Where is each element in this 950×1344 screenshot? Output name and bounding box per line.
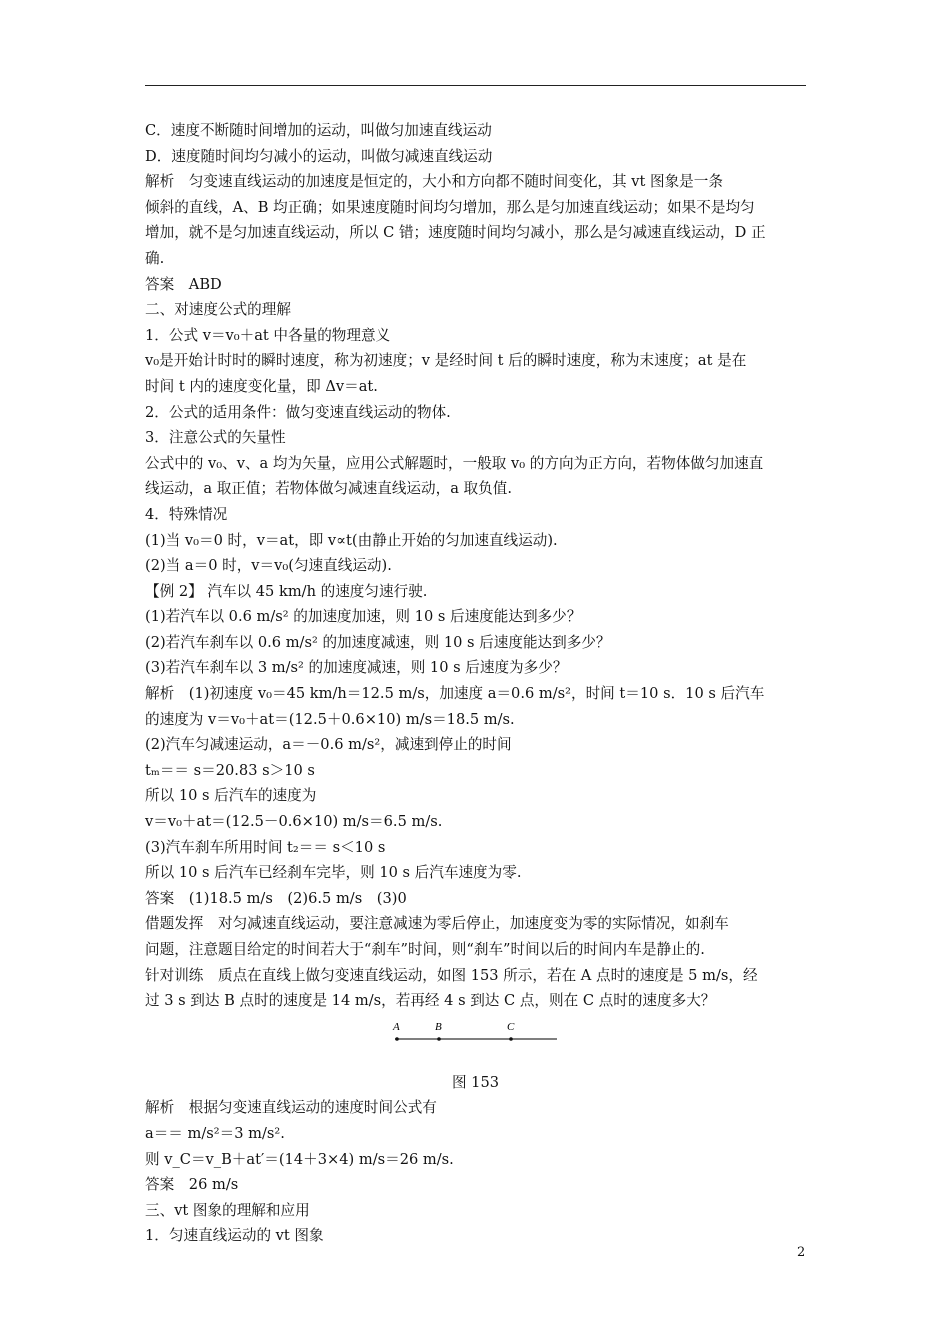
page-body bbox=[145, 118, 806, 1249]
analysis-line: v＝v₀＋at＝(12.5－0.6×10) m/s＝6.5 m/s. bbox=[145, 813, 443, 831]
analysis-line: (2)汽车匀减速运动，a＝－0.6 m/s²，减速到停止的时间 bbox=[145, 736, 512, 754]
section-heading: 三、vt 图象的理解和应用 bbox=[145, 1201, 310, 1219]
tip-line: 问题，注意题目给定的时间若大于“刹车”时间，则“刹车”时间以后的时间内车是静止的. bbox=[145, 941, 705, 958]
text-line: 2．公式的适用条件：做匀变速直线运动的物体. bbox=[145, 403, 451, 421]
example-heading: 【例 2】 汽车以 45 km/h 的速度匀速行驶. bbox=[145, 582, 428, 600]
exercise-line: 过 3 s 到达 B 点时的速度是 14 m/s，若再经 4 s 到达 C 点，则在 C 点时的速度多大？ bbox=[145, 992, 716, 1010]
text-line: v₀是开始计时时的瞬时速度，称为初速度；v 是经时间 t 后的瞬时速度，称为末速度；at 是在 bbox=[145, 352, 747, 370]
question-line: (1)若汽车以 0.6 m/s² 的加速度加速，则 10 s 后速度能达到多少？ bbox=[145, 608, 582, 626]
section-heading: 二、对速度公式的理解 bbox=[145, 301, 291, 319]
label-a: A bbox=[393, 1020, 400, 1033]
analysis-line: 所以 10 s 后汽车的速度为 bbox=[145, 787, 317, 805]
analysis-line: 确. bbox=[145, 249, 165, 267]
analysis-line: 倾斜的直线，A、B 均正确；如果速度随时间均匀增加，那么是匀加速直线运动；如果不是均匀 bbox=[145, 198, 755, 216]
answer-line: 答案 26 m/s bbox=[145, 1176, 239, 1194]
question-line: (3)若汽车刹车以 3 m/s² 的加速度减速，则 10 s 后速度为多少？ bbox=[145, 659, 568, 677]
answer-line: 答案 ABD bbox=[145, 275, 222, 293]
page-number: 2 bbox=[797, 1245, 806, 1260]
text-line: 线运动，a 取正值；若物体做匀减速直线运动，a 取负值. bbox=[145, 480, 512, 498]
text-line: 1．匀速直线运动的 vt 图象 bbox=[145, 1227, 324, 1245]
analysis-line: a＝＝ m/s²＝3 m/s². bbox=[145, 1124, 285, 1142]
label-b: B bbox=[435, 1020, 442, 1033]
point-a bbox=[395, 1037, 399, 1041]
analysis-line: 则 v_C＝v_B＋at′＝(14＋3×4) m/s＝26 m/s. bbox=[145, 1150, 454, 1168]
text-line: 1．公式 v＝v₀＋at 中各量的物理意义 bbox=[145, 326, 391, 344]
text-line: (2)当 a＝0 时，v＝v₀(匀速直线运动). bbox=[145, 557, 392, 575]
header-rule bbox=[145, 85, 806, 86]
analysis-line: (3)汽车刹车所用时间 t₂＝＝ s＜10 s bbox=[145, 838, 386, 856]
point-b bbox=[437, 1037, 441, 1041]
tip-line: 借题发挥 对匀减速直线运动，要注意减速为零后停止，加速度变为零的实际情况，如刹车 bbox=[145, 915, 729, 933]
answer-line: 答案 (1)18.5 m/s (2)6.5 m/s (3)0 bbox=[145, 889, 407, 907]
number-line-diagram bbox=[381, 1014, 561, 1054]
figure-153 bbox=[145, 1014, 806, 1070]
text-line: 时间 t 内的速度变化量，即 Δv＝at. bbox=[145, 377, 378, 395]
exercise-line: 针对训练 质点在直线上做匀变速直线运动，如图 153 所示，若在 A 点时的速度是 5 m/s，经 bbox=[145, 966, 758, 984]
figure-caption: 图 153 bbox=[451, 1073, 500, 1091]
text-line: (1)当 v₀＝0 时，v＝at，即 v∝t(由静止开始的匀加速直线运动). bbox=[145, 531, 558, 549]
option-c: C．速度不断随时间增加的运动，叫做匀加速直线运动 bbox=[145, 122, 492, 139]
analysis-line: 解析 根据匀变速直线运动的速度时间公式有 bbox=[145, 1099, 437, 1117]
analysis-line: 所以 10 s 后汽车已经刹车完毕，则 10 s 后汽车速度为零. bbox=[145, 864, 522, 882]
analysis-line: 解析 匀变速直线运动的加速度是恒定的，大小和方向都不随时间变化，其 vt 图象是一条 bbox=[145, 173, 723, 191]
label-c: C bbox=[507, 1020, 515, 1033]
analysis-line: 解析 (1)初速度 v₀＝45 km/h＝12.5 m/s，加速度 a＝0.6 m/s²，时间 t＝10 s．10 s 后汽车 bbox=[145, 685, 765, 703]
text-line: 3．注意公式的矢量性 bbox=[145, 429, 286, 447]
text-line: 公式中的 v₀、v、a 均为矢量，应用公式解题时，一般取 v₀ 的方向为正方向，若物体做匀加速直 bbox=[145, 454, 764, 472]
point-c bbox=[509, 1037, 513, 1041]
question-line: (2)若汽车刹车以 0.6 m/s² 的加速度减速，则 10 s 后速度能达到多少？ bbox=[145, 633, 611, 651]
analysis-line: tₘ＝＝ s＝20.83 s＞10 s bbox=[145, 761, 315, 779]
text-line: 4．特殊情况 bbox=[145, 505, 228, 523]
analysis-line: 的速度为 v＝v₀＋at＝(12.5＋0.6×10) m/s＝18.5 m/s. bbox=[145, 710, 515, 728]
analysis-line: 增加，就不是匀加速直线运动，所以 C 错；速度随时间均匀减小，那么是匀减速直线运动，D 正 bbox=[145, 224, 766, 242]
option-d: D．速度随时间均匀减小的运动，叫做匀减速直线运动 bbox=[145, 147, 493, 165]
